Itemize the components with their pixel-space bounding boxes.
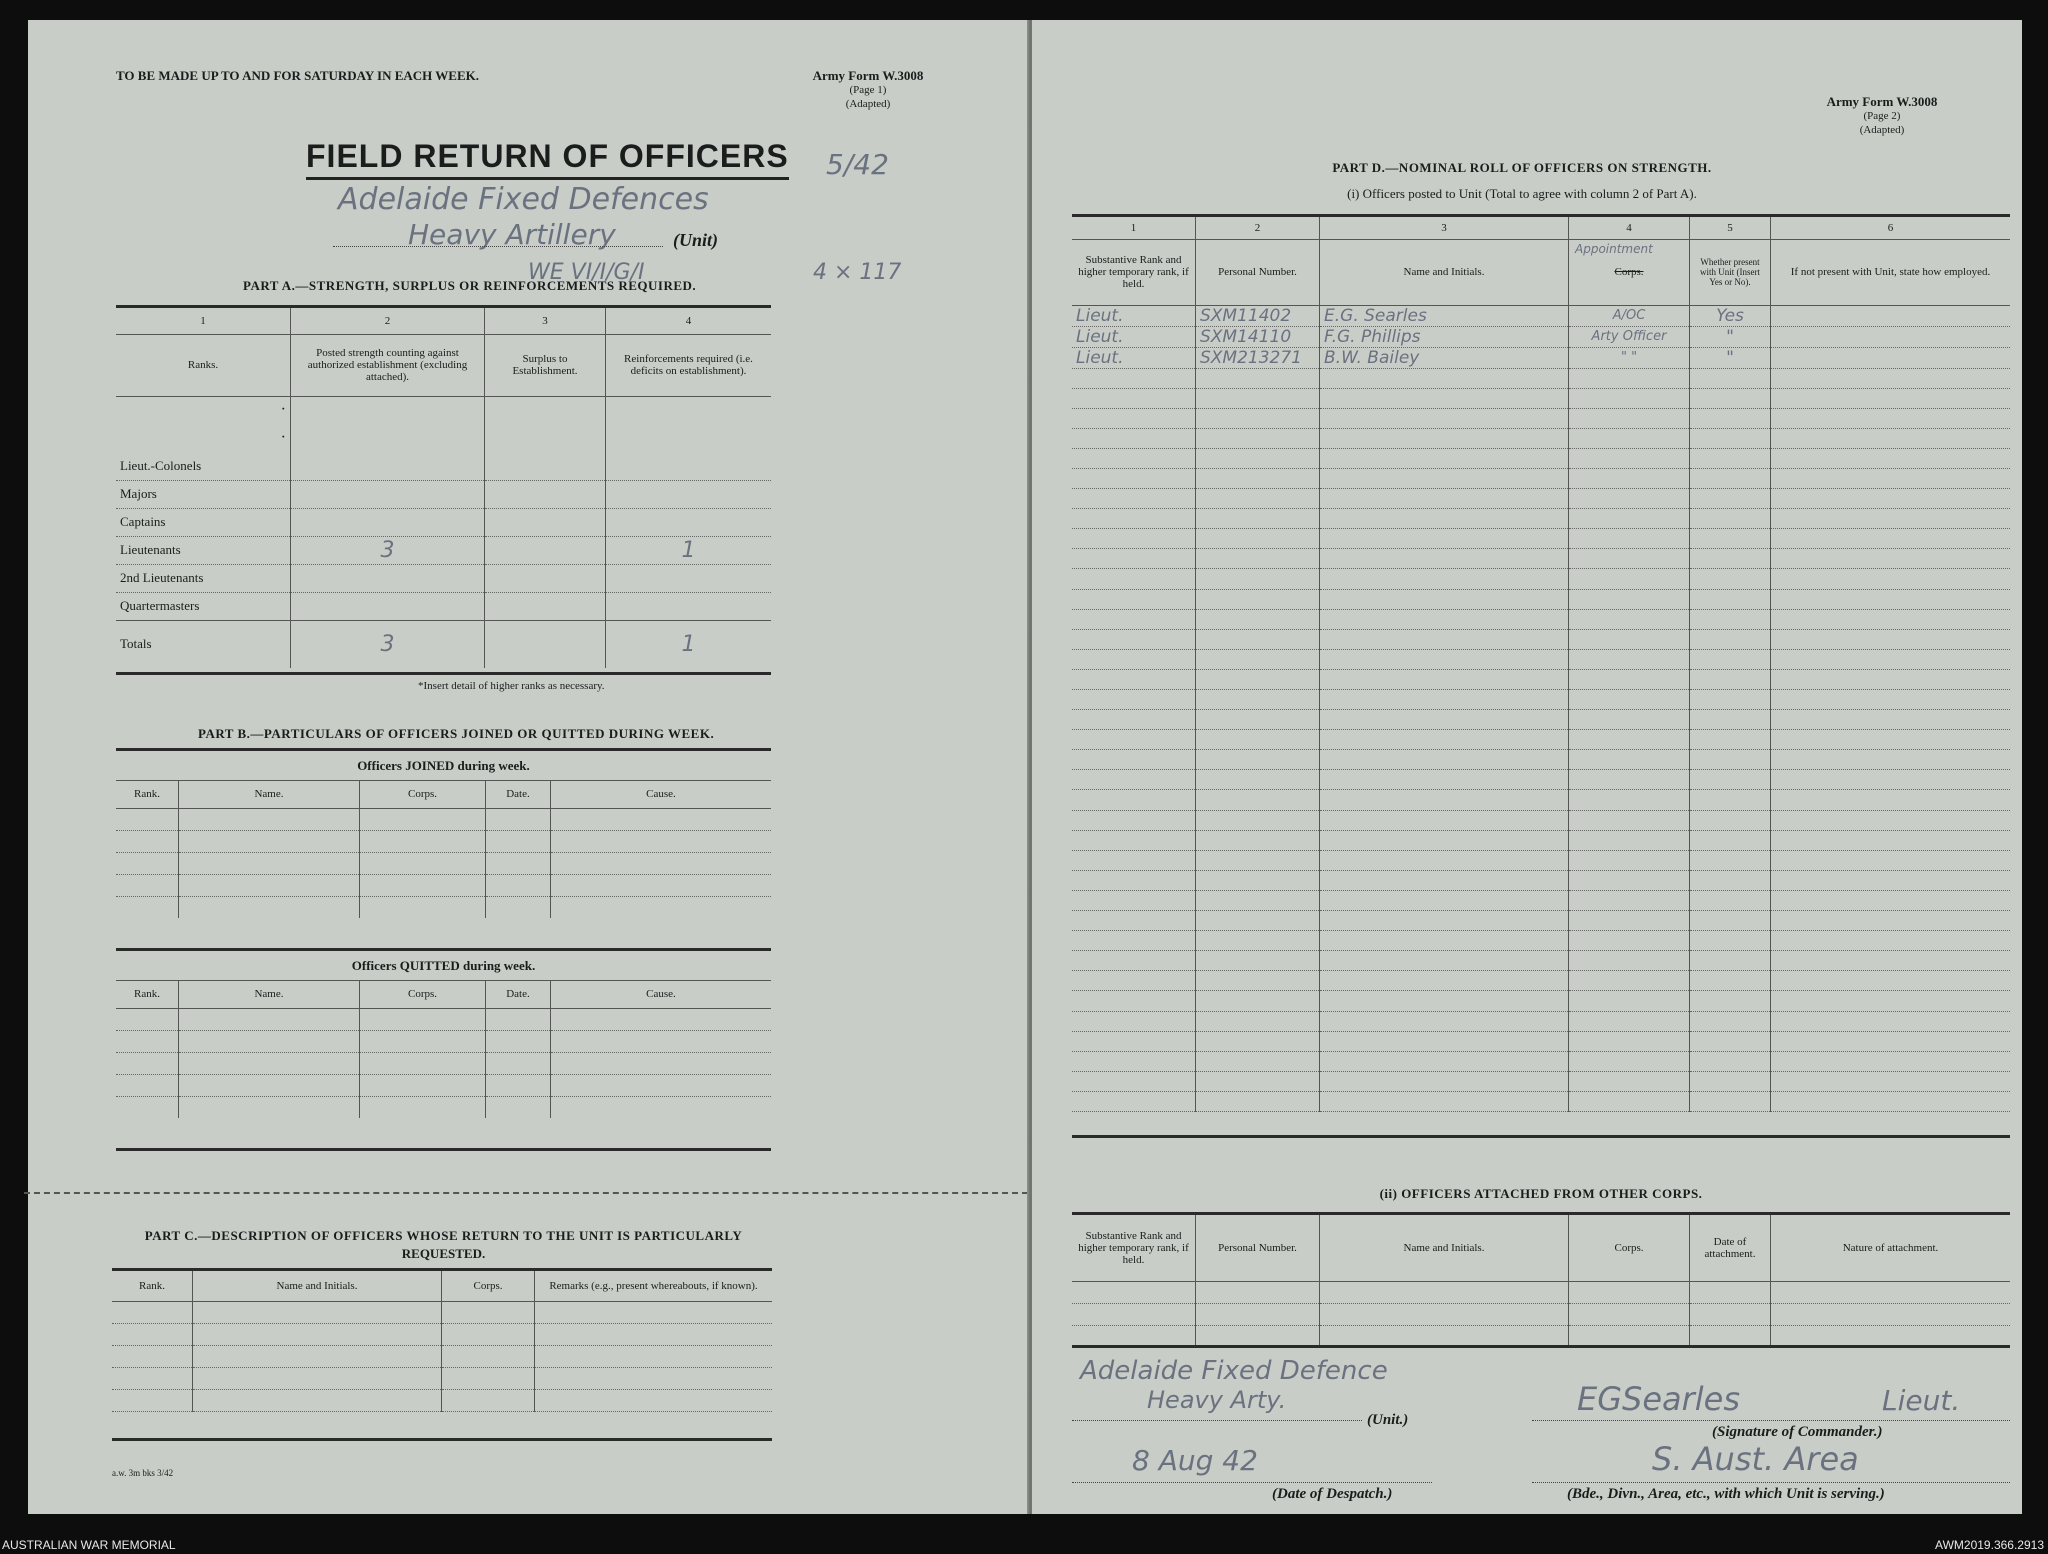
roll-row	[1072, 649, 2010, 669]
print-code: a.w. 3m bks 3/42	[112, 1468, 174, 1478]
col-num-2: 2	[291, 308, 485, 334]
roll-row	[1072, 1051, 2010, 1071]
roll-row	[1072, 790, 2010, 810]
roll-row	[1072, 810, 2010, 830]
c-header-rank: Rank.	[112, 1271, 193, 1301]
handwritten-we: WE VI/I/G/I	[528, 260, 645, 285]
officer-rank: Lieut.	[1072, 305, 1196, 326]
adapted-note-2: (Adapted)	[1859, 124, 1905, 136]
part-a-title: PART A.—STRENGTH, SURPLUS OR REINFORCEMENTS REQUIRED.	[243, 278, 697, 293]
d-col-1: 1	[1072, 217, 1196, 239]
officer-present: "	[1690, 326, 1771, 347]
page-number: (Page 1)	[849, 84, 887, 96]
attached-title: (ii) OFFICERS ATTACHED FROM OTHER CORPS.	[1379, 1186, 1703, 1201]
d-col-6: 6	[1771, 217, 2011, 239]
att-header-date: Date of attachment.	[1690, 1215, 1771, 1281]
part-c-title-line2: REQUESTED.	[401, 1246, 486, 1261]
roll-row	[1072, 750, 2010, 770]
roll-row	[1072, 448, 2010, 468]
roll-row	[1072, 830, 2010, 850]
roll-row	[1072, 1031, 2010, 1051]
roll-row	[1072, 951, 2010, 971]
hw-area: S. Aust. Area	[1652, 1440, 1859, 1478]
signature-label: (Signature of Commander.)	[1712, 1424, 1883, 1440]
lieut-posted-value: 3	[291, 536, 485, 564]
form-id-2: Army Form W.3008	[1826, 94, 1938, 109]
part-d-subtitle: (i) Officers posted to Unit (Total to agree with column 2 of Part A).	[1347, 186, 1697, 201]
header-surplus: Surplus to Establishment.	[485, 334, 606, 396]
handwritten-unit-2: Heavy Artillery	[408, 218, 616, 251]
rank-majors: Majors	[116, 480, 291, 508]
att-header-rank: Substantive Rank and higher temporary rank, if held.	[1072, 1215, 1196, 1281]
handwritten-code: 4 × 117	[813, 260, 902, 285]
roll-row	[1072, 1011, 2010, 1031]
page-number-2: (Page 2)	[1863, 110, 1901, 122]
hw-sig-rank: Lieut.	[1882, 1384, 1961, 1417]
header-posted: Posted strength counting against authorized establishment (excluding attached).	[291, 334, 485, 396]
joined-header-name: Name.	[179, 780, 360, 808]
totals-reinf-value: 1	[606, 620, 772, 668]
despatch-label: (Date of Despatch.)	[1272, 1486, 1393, 1502]
area-label: (Bde., Divn., Area, etc., with which Unit is serving.)	[1567, 1486, 1885, 1502]
part-a-footnote: *Insert detail of higher ranks as necessary.	[418, 680, 605, 692]
officer-rank: Lieut.	[1072, 347, 1196, 368]
roll-row	[1072, 1091, 2010, 1111]
officer-corps: A/OC	[1569, 305, 1690, 326]
roll-row	[1072, 428, 2010, 448]
officer-name: B.W. Bailey	[1320, 347, 1569, 368]
handwritten-date: 5/42	[826, 148, 889, 181]
joined-header-corps: Corps.	[360, 780, 486, 808]
officer-number: SXM11402	[1196, 305, 1320, 326]
officer-name: F.G. Phillips	[1320, 326, 1569, 347]
roll-row	[1072, 669, 2010, 689]
officer-present: Yes	[1690, 305, 1771, 326]
officer-corps: " "	[1569, 347, 1690, 368]
sig-unit-label: (Unit.)	[1367, 1412, 1409, 1428]
handwritten-unit-1: Adelaide Fixed Defences	[338, 182, 709, 217]
nominal-roll-table	[1072, 217, 2010, 1112]
roll-row	[1072, 347, 2010, 368]
roll-row	[1072, 971, 2010, 991]
officer-rank: Lieut.	[1072, 326, 1196, 347]
officer-number: SXM14110	[1196, 326, 1320, 347]
part-c-table	[112, 1271, 772, 1412]
joined-title: Officers JOINED during week.	[357, 758, 530, 773]
c-header-corps: Corps.	[442, 1271, 535, 1301]
totals-label: Totals	[116, 620, 291, 668]
d-col-4: 4	[1569, 217, 1690, 239]
rank-quartermasters: Quartermasters	[116, 592, 291, 620]
d-header-employed: If not present with Unit, state how employed.	[1771, 239, 2011, 305]
officer-corps: Arty Officer	[1569, 326, 1690, 347]
roll-row	[1072, 326, 2010, 347]
joined-header-rank: Rank.	[116, 780, 179, 808]
roll-row	[1072, 911, 2010, 931]
nominal-roll-body	[1072, 305, 2010, 1111]
joined-header-cause: Cause.	[551, 780, 772, 808]
d-header-name: Name and Initials.	[1320, 239, 1569, 305]
roll-row	[1072, 368, 2010, 388]
part-d-title: PART D.—NOMINAL ROLL OF OFFICERS ON STRENGTH.	[1332, 160, 1712, 175]
officer-number: SXM213271	[1196, 347, 1320, 368]
hw-sig-unit-2: Heavy Arty.	[1147, 1386, 1287, 1414]
roll-row	[1072, 870, 2010, 890]
quitted-header-name: Name.	[179, 980, 360, 1008]
rank-lieutenants: Lieutenants	[116, 536, 291, 564]
roll-row	[1072, 589, 2010, 609]
quitted-header-corps: Corps.	[360, 980, 486, 1008]
form-id: Army Form W.3008	[812, 68, 924, 83]
officer-name: E.G. Searles	[1320, 305, 1569, 326]
adapted-note: (Adapted)	[845, 98, 891, 110]
att-header-corps: Corps.	[1569, 1215, 1690, 1281]
footer-credit: AUSTRALIAN WAR MEMORIAL	[2, 1538, 176, 1552]
totals-posted-value: 3	[291, 620, 485, 668]
header-ranks: Ranks.	[116, 334, 291, 396]
quitted-header-rank: Rank.	[116, 980, 179, 1008]
d-col-3: 3	[1320, 217, 1569, 239]
roll-row	[1072, 549, 2010, 569]
att-header-nature: Nature of attachment.	[1771, 1215, 2011, 1281]
unit-label: (Unit)	[673, 230, 718, 250]
roll-row	[1072, 690, 2010, 710]
part-b-title: PART B.—PARTICULARS OF OFFICERS JOINED OR QUITTED DURING WEEK.	[198, 726, 715, 741]
part-c-title-line1: PART C.—DESCRIPTION OF OFFICERS WHOSE RETURN TO THE UNIT IS PARTICULARLY	[144, 1228, 743, 1243]
part-a-table: 1 2 3 4 Ranks. Posted strength counting against authorized establishment (excluding attached). Surplus to Establishment. Reinforcements required (i.e. deficits on establishment). · · Lieut.-Colonels Majors Captains Lieutenants 3 1 2nd Lieutenants Quartermasters Totals 3 1	[116, 308, 771, 668]
roll-row	[1072, 408, 2010, 428]
joined-table	[116, 780, 771, 918]
rank-2nd-lieutenants: 2nd Lieutenants	[116, 564, 291, 592]
instruction-text: TO BE MADE UP TO AND FOR SATURDAY IN EACH WEEK.	[116, 68, 479, 83]
c-header-name: Name and Initials.	[193, 1271, 442, 1301]
roll-row	[1072, 991, 2010, 1011]
roll-row	[1072, 1071, 2010, 1091]
c-header-remarks: Remarks (e.g., present whereabouts, if known).	[535, 1271, 773, 1301]
lieut-reinf-value: 1	[606, 536, 772, 564]
tear-line	[24, 1192, 1028, 1194]
hw-signature: EGSearles	[1577, 1380, 1741, 1418]
quitted-table	[116, 980, 771, 1118]
roll-row	[1072, 629, 2010, 649]
roll-row	[1072, 529, 2010, 549]
rank-captains: Captains	[116, 508, 291, 536]
d-header-number: Personal Number.	[1196, 239, 1320, 305]
col-num-3: 3	[485, 308, 606, 334]
roll-row	[1072, 468, 2010, 488]
roll-row	[1072, 770, 2010, 790]
roll-row	[1072, 509, 2010, 529]
right-page	[1032, 20, 2022, 1514]
roll-row	[1072, 850, 2010, 870]
hw-despatch-date: 8 Aug 42	[1132, 1444, 1258, 1477]
quitted-header-cause: Cause.	[551, 980, 772, 1008]
rank-lieut-colonels: Lieut.-Colonels	[116, 452, 291, 480]
hw-corps-note: Appointment	[1575, 241, 1653, 256]
d-header-rank: Substantive Rank and higher temporary rank, if held.	[1072, 239, 1196, 305]
roll-row	[1072, 569, 2010, 589]
joined-header-date: Date.	[486, 780, 551, 808]
roll-row	[1072, 489, 2010, 509]
d-header-corps: Corps.	[1614, 266, 1644, 278]
officer-present: "	[1690, 347, 1771, 368]
quitted-header-date: Date.	[486, 980, 551, 1008]
roll-row	[1072, 931, 2010, 951]
form-title: FIELD RETURN OF OFFICERS	[306, 138, 789, 180]
roll-row	[1072, 890, 2010, 910]
footer-accession: AWM2019.366.2913	[1935, 1538, 2044, 1552]
att-header-number: Personal Number.	[1196, 1215, 1320, 1281]
d-header-present: Whether present with Unit (Insert Yes or No).	[1690, 239, 1771, 305]
roll-row	[1072, 609, 2010, 629]
roll-row	[1072, 388, 2010, 408]
quitted-title: Officers QUITTED during week.	[351, 958, 536, 973]
d-col-5: 5	[1690, 217, 1771, 239]
col-num-4: 4	[606, 308, 772, 334]
roll-row	[1072, 730, 2010, 750]
hw-sig-unit-1: Adelaide Fixed Defence	[1080, 1356, 1388, 1386]
left-page	[28, 20, 1028, 1514]
att-header-name: Name and Initials.	[1320, 1215, 1569, 1281]
attached-table	[1072, 1215, 2010, 1347]
header-reinforcements: Reinforcements required (i.e. deficits on establishment).	[606, 334, 772, 396]
roll-row	[1072, 305, 2010, 326]
col-num-1: 1	[116, 308, 291, 334]
roll-row	[1072, 710, 2010, 730]
d-col-2: 2	[1196, 217, 1320, 239]
